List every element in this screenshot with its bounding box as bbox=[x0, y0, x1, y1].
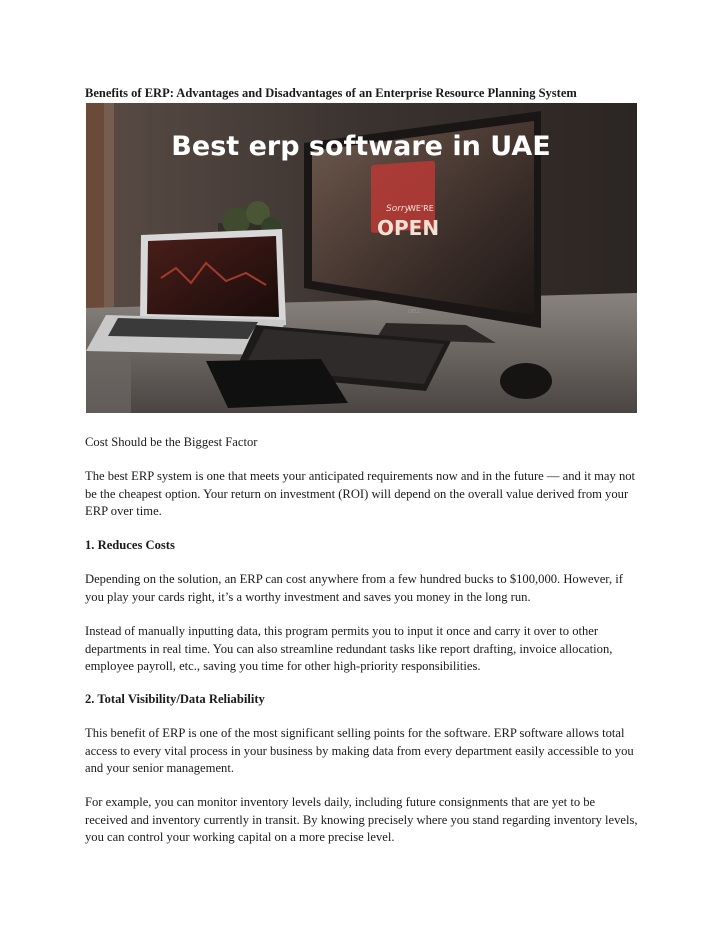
section-heading: 2. Total Visibility/Data Reliability bbox=[85, 692, 265, 706]
document-title: Benefits of ERP: Advantages and Disadvantages of an Enterprise Resource Planning System bbox=[85, 86, 577, 100]
section-inventory-example bbox=[85, 794, 640, 847]
heading-visibility bbox=[85, 691, 640, 709]
hero-image bbox=[86, 103, 637, 413]
hero-illustration bbox=[86, 103, 637, 413]
sign-script: Sorry bbox=[386, 204, 410, 214]
section-heading: 1. Reduces Costs bbox=[85, 538, 175, 552]
section-data-input bbox=[85, 623, 640, 676]
hero-caption: Best erp software in UAE bbox=[171, 131, 551, 162]
section-visibility-benefit bbox=[85, 725, 640, 778]
paragraph: This benefit of ERP is one of the most significant selling points for the software. ERP software allows total access to every vital process in your business by making data from every department easily accessible to you and your senior management. bbox=[85, 726, 634, 776]
paragraph: For example, you can monitor inventory levels daily, including future consignments that are yet to be received and inventory currently in transit. By knowing precisely where you stand regarding inventory levels, you can control your working capital on a more precise level. bbox=[85, 795, 638, 845]
section-intro bbox=[85, 468, 640, 521]
heading-reduces-costs bbox=[85, 537, 640, 555]
monitor-brand: DELL bbox=[408, 309, 421, 315]
section-cost-factor bbox=[85, 434, 640, 452]
paragraph: Cost Should be the Biggest Factor bbox=[85, 435, 258, 449]
mouse bbox=[500, 363, 552, 399]
paragraph: The best ERP system is one that meets your anticipated requirements now and in the future — and it may not be the cheapest option. Your return on investment (ROI) will depend on the overall value derived from your ERP over time. bbox=[85, 469, 636, 519]
section-costs-range bbox=[85, 571, 640, 606]
sign-line1: WE'RE bbox=[408, 204, 434, 213]
paragraph: Depending on the solution, an ERP can cost anywhere from a few hundred bucks to $100,000. However, if you play your cards right, it’s a worthy investment and saves you money in the long run. bbox=[85, 572, 623, 604]
sign-line2: OPEN bbox=[377, 216, 440, 240]
paragraph: Instead of manually inputting data, this program permits you to input it once and carry it over to other departments in real time. You can also streamline redundant tasks like report drafting, invoice allocation, employee payroll, etc., saving you time for other high-priority responsibilities. bbox=[85, 624, 613, 674]
